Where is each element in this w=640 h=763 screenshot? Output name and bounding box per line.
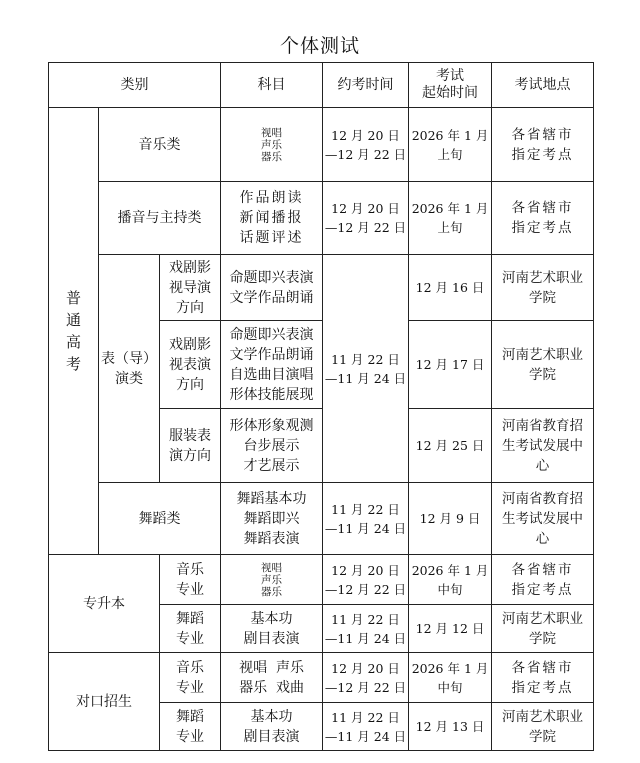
booking-time-cell: 11 月 22 日 —11 月 24 日 <box>323 483 409 555</box>
start-time-cell: 2026 年 1 月 上旬 <box>409 108 492 182</box>
header-row <box>49 63 594 108</box>
start-time-cell: 2026 年 1 月 中旬 <box>409 555 492 605</box>
header-booking-time: 约考时间 <box>323 63 409 108</box>
subject-cell: 命题即兴表演 文学作品朗诵 <box>221 255 323 321</box>
category-acting: 表（导） 演类 <box>99 255 160 483</box>
subject-cell: 舞蹈基本功 舞蹈即兴 舞蹈表演 <box>221 483 323 555</box>
location-cell: 各省辖市 指定考点 <box>492 108 594 182</box>
booking-time-cell: 12 月 20 日 —12 月 22 日 <box>323 182 409 255</box>
booking-time-cell: 11 月 22 日 —11 月 24 日 <box>323 255 409 483</box>
category-music: 音乐类 <box>99 108 221 182</box>
start-time-cell: 12 月 16 日 <box>409 255 492 321</box>
category-dance-major: 舞蹈 专业 <box>160 605 221 653</box>
start-time-cell: 2026 年 1 月 中旬 <box>409 653 492 703</box>
header-exam-start-time: 考试 起始时间 <box>409 63 492 108</box>
table-row <box>49 653 594 703</box>
table-row <box>49 483 594 555</box>
subject-cell: 基本功 剧目表演 <box>221 703 323 751</box>
location-cell: 各省辖市 指定考点 <box>492 653 594 703</box>
category-music-major: 音乐 专业 <box>160 555 221 605</box>
subject-cell: 基本功 剧目表演 <box>221 605 323 653</box>
subject-cell: 视唱 声乐 器乐 <box>221 108 323 182</box>
category-music-major: 音乐 专业 <box>160 653 221 703</box>
booking-time-cell: 12 月 20 日 —12 月 22 日 <box>323 555 409 605</box>
header-category: 类别 <box>49 63 221 108</box>
header-subject: 科目 <box>221 63 323 108</box>
subject-cell: 作品朗读 新闻播报 话题评述 <box>221 182 323 255</box>
start-time-cell: 12 月 25 日 <box>409 409 492 483</box>
location-cell: 河南艺术职业 学院 <box>492 605 594 653</box>
subject-cell: 视唱 声乐 器乐 <box>221 555 323 605</box>
start-time-cell: 12 月 9 日 <box>409 483 492 555</box>
booking-time-cell: 11 月 22 日 —11 月 24 日 <box>323 605 409 653</box>
booking-time-cell: 12 月 20 日 —12 月 22 日 <box>323 653 409 703</box>
direction-performing: 戏剧影 视表演 方向 <box>160 321 221 409</box>
group-duikou: 对口招生 <box>49 653 160 751</box>
subject-cell: 形体形象观测 台步展示 才艺展示 <box>221 409 323 483</box>
start-time-cell: 12 月 17 日 <box>409 321 492 409</box>
subject-cell: 视唱 声乐 器乐 戏曲 <box>221 653 323 703</box>
location-cell: 河南艺术职业 学院 <box>492 321 594 409</box>
page-title: 个体测试 <box>279 35 360 57</box>
location-cell: 河南艺术职业 学院 <box>492 703 594 751</box>
table-row <box>49 555 594 605</box>
start-time-cell: 12 月 12 日 <box>409 605 492 653</box>
category-dance: 舞蹈类 <box>99 483 221 555</box>
location-cell: 河南省教育招 生考试发展中 心 <box>492 483 594 555</box>
location-cell: 河南省教育招 生考试发展中 心 <box>492 409 594 483</box>
location-cell: 各省辖市 指定考点 <box>492 182 594 255</box>
subject-cell: 命题即兴表演 文学作品朗诵 自选曲目演唱 形体技能展现 <box>221 321 323 409</box>
direction-directing: 戏剧影 视导演 方向 <box>160 255 221 321</box>
category-dance-major: 舞蹈 专业 <box>160 703 221 751</box>
table-row <box>49 255 594 321</box>
exam-schedule-table <box>48 62 594 751</box>
header-location: 考试地点 <box>492 63 594 108</box>
start-time-cell: 12 月 13 日 <box>409 703 492 751</box>
booking-time-cell: 11 月 22 日 —11 月 24 日 <box>323 703 409 751</box>
location-cell: 各省辖市 指定考点 <box>492 555 594 605</box>
table-row <box>49 108 594 182</box>
category-broadcast: 播音与主持类 <box>99 182 221 255</box>
group-zhuanshengben: 专升本 <box>49 555 160 653</box>
booking-time-cell: 12 月 20 日 —12 月 22 日 <box>323 108 409 182</box>
start-time-cell: 2026 年 1 月 上旬 <box>409 182 492 255</box>
location-cell: 河南艺术职业 学院 <box>492 255 594 321</box>
direction-costume: 服装表 演方向 <box>160 409 221 483</box>
group-putong: 普通高考 <box>49 108 99 555</box>
table-row <box>49 182 594 255</box>
